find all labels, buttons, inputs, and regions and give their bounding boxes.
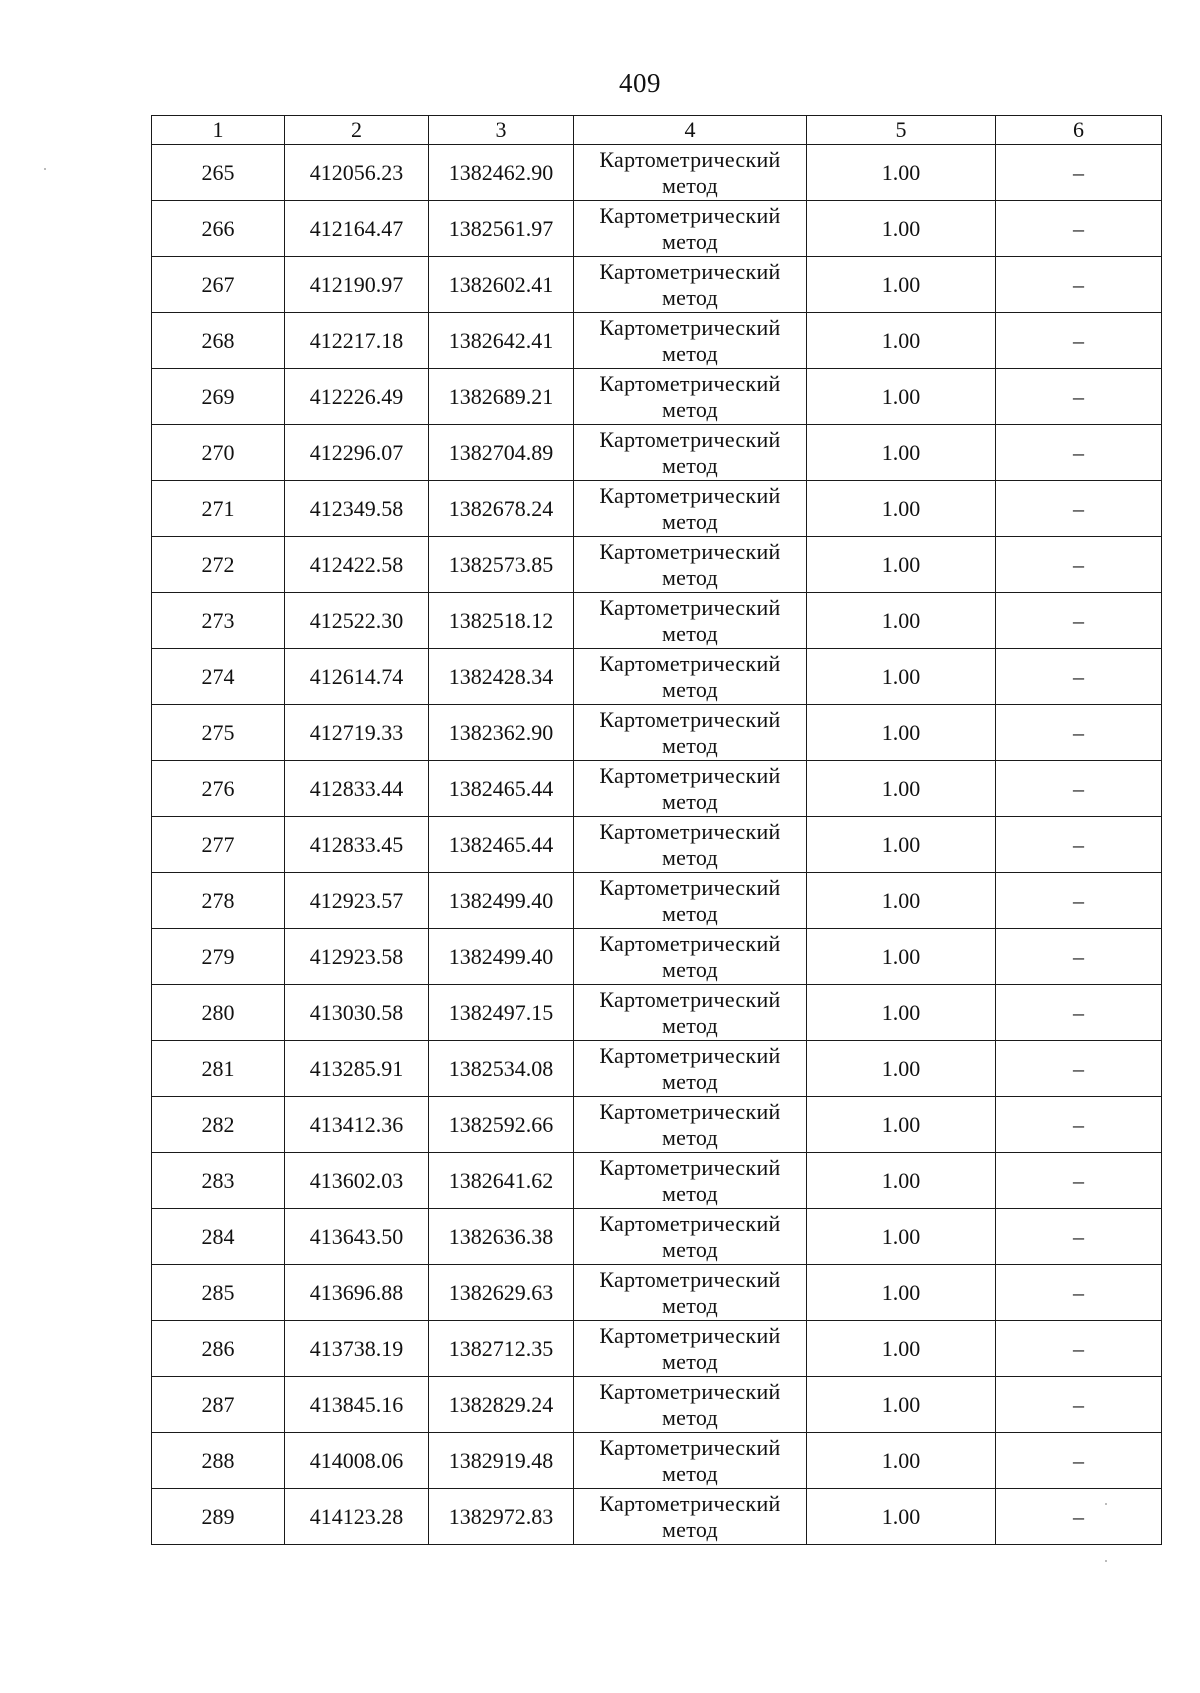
table-row [152, 817, 1162, 873]
point-number-cell: 289 [152, 1489, 285, 1545]
header-row [152, 116, 1162, 145]
accuracy-cell: 1.00 [807, 481, 996, 537]
x-coordinate-cell: 414008.06 [285, 1433, 429, 1489]
method-cell: Картометрический метод [574, 1489, 807, 1545]
y-coordinate-cell: 1382689.21 [429, 369, 574, 425]
note-cell: – [996, 257, 1162, 313]
x-coordinate-cell: 413738.19 [285, 1321, 429, 1377]
y-coordinate-cell: 1382573.85 [429, 537, 574, 593]
note-cell: – [996, 369, 1162, 425]
method-cell: Картометрический метод [574, 537, 807, 593]
method-cell: Картометрический метод [574, 761, 807, 817]
point-number-cell: 266 [152, 201, 285, 257]
x-coordinate-cell: 412217.18 [285, 313, 429, 369]
x-coordinate-cell: 412522.30 [285, 593, 429, 649]
note-cell: – [996, 1153, 1162, 1209]
x-coordinate-cell: 412833.45 [285, 817, 429, 873]
accuracy-cell: 1.00 [807, 1433, 996, 1489]
accuracy-cell: 1.00 [807, 1097, 996, 1153]
point-number-cell: 273 [152, 593, 285, 649]
x-coordinate-cell: 412614.74 [285, 649, 429, 705]
x-coordinate-cell: 412296.07 [285, 425, 429, 481]
table-row [152, 537, 1162, 593]
y-coordinate-cell: 1382642.41 [429, 313, 574, 369]
note-cell: – [996, 201, 1162, 257]
table-row [152, 649, 1162, 705]
y-coordinate-cell: 1382712.35 [429, 1321, 574, 1377]
point-number-cell: 274 [152, 649, 285, 705]
accuracy-cell: 1.00 [807, 1041, 996, 1097]
x-coordinate-cell: 412164.47 [285, 201, 429, 257]
y-coordinate-cell: 1382465.44 [429, 761, 574, 817]
page-number: 409 [619, 68, 661, 98]
method-cell: Картометрический метод [574, 593, 807, 649]
y-coordinate-cell: 1382629.63 [429, 1265, 574, 1321]
x-coordinate-cell: 412190.97 [285, 257, 429, 313]
note-cell: – [996, 985, 1162, 1041]
scan-speck [44, 168, 46, 170]
y-coordinate-cell: 1382499.40 [429, 873, 574, 929]
y-coordinate-cell: 1382972.83 [429, 1489, 574, 1545]
method-cell: Картометрический метод [574, 369, 807, 425]
column-header-5: 5 [807, 116, 996, 145]
accuracy-cell: 1.00 [807, 425, 996, 481]
y-coordinate-cell: 1382534.08 [429, 1041, 574, 1097]
x-coordinate-cell: 412833.44 [285, 761, 429, 817]
y-coordinate-cell: 1382592.66 [429, 1097, 574, 1153]
accuracy-cell: 1.00 [807, 1209, 996, 1265]
accuracy-cell: 1.00 [807, 873, 996, 929]
y-coordinate-cell: 1382636.38 [429, 1209, 574, 1265]
table-row [152, 1433, 1162, 1489]
note-cell: – [996, 425, 1162, 481]
y-coordinate-cell: 1382602.41 [429, 257, 574, 313]
x-coordinate-cell: 412923.58 [285, 929, 429, 985]
point-number-cell: 281 [152, 1041, 285, 1097]
x-coordinate-cell: 412923.57 [285, 873, 429, 929]
point-number-cell: 287 [152, 1377, 285, 1433]
table-row [152, 425, 1162, 481]
note-cell: – [996, 537, 1162, 593]
accuracy-cell: 1.00 [807, 761, 996, 817]
table-body [152, 145, 1162, 1545]
method-cell: Картометрический метод [574, 985, 807, 1041]
accuracy-cell: 1.00 [807, 369, 996, 425]
table-row [152, 873, 1162, 929]
note-cell: – [996, 1489, 1162, 1545]
method-cell: Картометрический метод [574, 425, 807, 481]
method-cell: Картометрический метод [574, 649, 807, 705]
table-row [152, 313, 1162, 369]
scan-speck [1105, 1503, 1107, 1505]
table-row [152, 705, 1162, 761]
method-cell: Картометрический метод [574, 1153, 807, 1209]
point-number-cell: 267 [152, 257, 285, 313]
note-cell: – [996, 761, 1162, 817]
note-cell: – [996, 481, 1162, 537]
y-coordinate-cell: 1382428.34 [429, 649, 574, 705]
method-cell: Картометрический метод [574, 1321, 807, 1377]
method-cell: Картометрический метод [574, 145, 807, 201]
accuracy-cell: 1.00 [807, 649, 996, 705]
y-coordinate-cell: 1382499.40 [429, 929, 574, 985]
table-row [152, 1041, 1162, 1097]
note-cell: – [996, 145, 1162, 201]
note-cell: – [996, 593, 1162, 649]
point-number-cell: 271 [152, 481, 285, 537]
y-coordinate-cell: 1382497.15 [429, 985, 574, 1041]
method-cell: Картометрический метод [574, 1041, 807, 1097]
table-row [152, 369, 1162, 425]
note-cell: – [996, 649, 1162, 705]
column-header-2: 2 [285, 116, 429, 145]
column-header-1: 1 [152, 116, 285, 145]
x-coordinate-cell: 413643.50 [285, 1209, 429, 1265]
accuracy-cell: 1.00 [807, 1265, 996, 1321]
method-cell: Картометрический метод [574, 313, 807, 369]
method-cell: Картометрический метод [574, 201, 807, 257]
table-row [152, 1097, 1162, 1153]
x-coordinate-cell: 413602.03 [285, 1153, 429, 1209]
table-row [152, 481, 1162, 537]
table-row [152, 145, 1162, 201]
table-row [152, 1489, 1162, 1545]
table-row [152, 1153, 1162, 1209]
note-cell: – [996, 817, 1162, 873]
note-cell: – [996, 313, 1162, 369]
table-header [152, 116, 1162, 145]
y-coordinate-cell: 1382704.89 [429, 425, 574, 481]
table-row [152, 761, 1162, 817]
point-number-cell: 265 [152, 145, 285, 201]
table-row [152, 985, 1162, 1041]
accuracy-cell: 1.00 [807, 1153, 996, 1209]
table-row [152, 1377, 1162, 1433]
table-row [152, 257, 1162, 313]
x-coordinate-cell: 412719.33 [285, 705, 429, 761]
accuracy-cell: 1.00 [807, 1377, 996, 1433]
note-cell: – [996, 1433, 1162, 1489]
x-coordinate-cell: 412422.58 [285, 537, 429, 593]
accuracy-cell: 1.00 [807, 593, 996, 649]
column-header-6: 6 [996, 116, 1162, 145]
accuracy-cell: 1.00 [807, 145, 996, 201]
accuracy-cell: 1.00 [807, 313, 996, 369]
method-cell: Картометрический метод [574, 1433, 807, 1489]
table-row [152, 929, 1162, 985]
point-number-cell: 279 [152, 929, 285, 985]
table-row [152, 593, 1162, 649]
accuracy-cell: 1.00 [807, 929, 996, 985]
method-cell: Картометрический метод [574, 873, 807, 929]
table-row [152, 201, 1162, 257]
x-coordinate-cell: 413696.88 [285, 1265, 429, 1321]
method-cell: Картометрический метод [574, 1209, 807, 1265]
point-number-cell: 286 [152, 1321, 285, 1377]
accuracy-cell: 1.00 [807, 705, 996, 761]
accuracy-cell: 1.00 [807, 201, 996, 257]
point-number-cell: 270 [152, 425, 285, 481]
column-header-3: 3 [429, 116, 574, 145]
point-number-cell: 283 [152, 1153, 285, 1209]
point-number-cell: 278 [152, 873, 285, 929]
note-cell: – [996, 1209, 1162, 1265]
note-cell: – [996, 705, 1162, 761]
table-row [152, 1209, 1162, 1265]
accuracy-cell: 1.00 [807, 1489, 996, 1545]
y-coordinate-cell: 1382641.62 [429, 1153, 574, 1209]
x-coordinate-cell: 413412.36 [285, 1097, 429, 1153]
table-row [152, 1321, 1162, 1377]
point-number-cell: 288 [152, 1433, 285, 1489]
x-coordinate-cell: 412226.49 [285, 369, 429, 425]
method-cell: Картометрический метод [574, 257, 807, 313]
note-cell: – [996, 929, 1162, 985]
point-number-cell: 275 [152, 705, 285, 761]
method-cell: Картометрический метод [574, 705, 807, 761]
table-row [152, 1265, 1162, 1321]
method-cell: Картометрический метод [574, 817, 807, 873]
point-number-cell: 269 [152, 369, 285, 425]
x-coordinate-cell: 413285.91 [285, 1041, 429, 1097]
point-number-cell: 272 [152, 537, 285, 593]
note-cell: – [996, 1097, 1162, 1153]
note-cell: – [996, 1377, 1162, 1433]
point-number-cell: 282 [152, 1097, 285, 1153]
y-coordinate-cell: 1382678.24 [429, 481, 574, 537]
scan-speck [1105, 1560, 1107, 1562]
note-cell: – [996, 1321, 1162, 1377]
note-cell: – [996, 873, 1162, 929]
point-number-cell: 276 [152, 761, 285, 817]
y-coordinate-cell: 1382462.90 [429, 145, 574, 201]
note-cell: – [996, 1265, 1162, 1321]
x-coordinate-cell: 412349.58 [285, 481, 429, 537]
method-cell: Картометрический метод [574, 929, 807, 985]
y-coordinate-cell: 1382362.90 [429, 705, 574, 761]
accuracy-cell: 1.00 [807, 817, 996, 873]
method-cell: Картометрический метод [574, 1097, 807, 1153]
coordinates-table [151, 115, 1162, 1545]
point-number-cell: 268 [152, 313, 285, 369]
y-coordinate-cell: 1382465.44 [429, 817, 574, 873]
point-number-cell: 284 [152, 1209, 285, 1265]
x-coordinate-cell: 412056.23 [285, 145, 429, 201]
y-coordinate-cell: 1382518.12 [429, 593, 574, 649]
x-coordinate-cell: 414123.28 [285, 1489, 429, 1545]
method-cell: Картометрический метод [574, 1377, 807, 1433]
accuracy-cell: 1.00 [807, 1321, 996, 1377]
accuracy-cell: 1.00 [807, 257, 996, 313]
note-cell: – [996, 1041, 1162, 1097]
point-number-cell: 280 [152, 985, 285, 1041]
y-coordinate-cell: 1382919.48 [429, 1433, 574, 1489]
column-header-4: 4 [574, 116, 807, 145]
method-cell: Картометрический метод [574, 481, 807, 537]
point-number-cell: 277 [152, 817, 285, 873]
point-number-cell: 285 [152, 1265, 285, 1321]
y-coordinate-cell: 1382561.97 [429, 201, 574, 257]
accuracy-cell: 1.00 [807, 537, 996, 593]
x-coordinate-cell: 413030.58 [285, 985, 429, 1041]
method-cell: Картометрический метод [574, 1265, 807, 1321]
x-coordinate-cell: 413845.16 [285, 1377, 429, 1433]
y-coordinate-cell: 1382829.24 [429, 1377, 574, 1433]
accuracy-cell: 1.00 [807, 985, 996, 1041]
